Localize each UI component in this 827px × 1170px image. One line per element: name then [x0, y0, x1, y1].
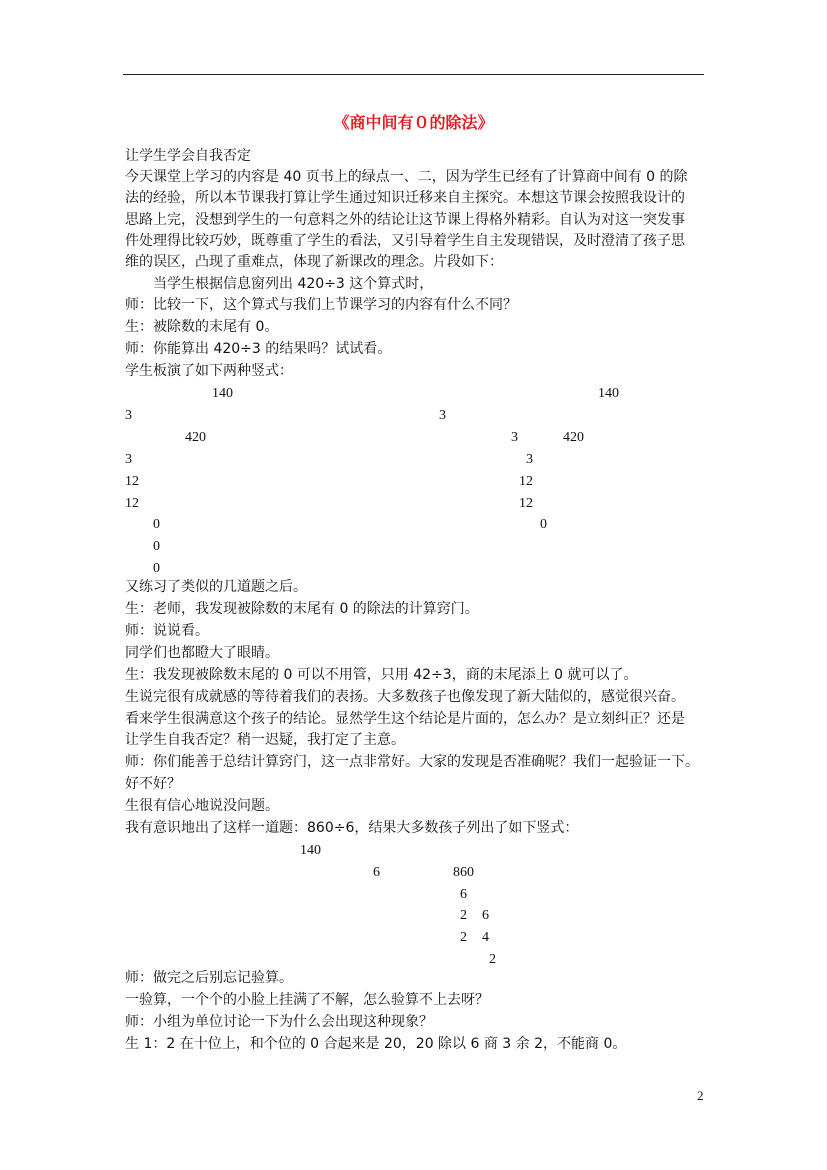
- division-divisor: 6: [373, 865, 380, 880]
- division-divisor: 3: [439, 408, 446, 423]
- division-dividend: 420: [185, 430, 206, 445]
- division-step: 12: [125, 474, 139, 489]
- division-step: 12: [519, 496, 533, 511]
- division-divisor: 3: [125, 408, 132, 423]
- division-step: 4: [482, 930, 489, 945]
- dialog-line: 看来学生很满意这个孩子的结论。显然学生这个结论是片面的，怎么办？是立刻纠正？还是: [125, 711, 685, 727]
- division-step: 6: [482, 908, 489, 923]
- dialog-line: 好不好？: [125, 776, 181, 792]
- division-divisor: 3: [511, 430, 518, 445]
- division-step: 2: [460, 930, 467, 945]
- division-dividend: 420: [563, 430, 584, 445]
- dialog-line: 生：被除数的末尾有 0。: [125, 319, 279, 335]
- division-step: 12: [519, 474, 533, 489]
- dialog-line: 师：你们能善于总结计算窍门，这一点非常好。大家的发现是否准确呢？我们一起验证一下。: [125, 754, 699, 770]
- division-step: 6: [460, 887, 467, 902]
- page-title: 《商中间有０的除法》: [333, 113, 494, 132]
- division-step: 0: [153, 517, 160, 532]
- paragraph-line: 今天课堂上学习的内容是 40 页书上的绿点一、二，因为学生已经有了计算商中间有 0 的除: [125, 169, 688, 185]
- dialog-line: 生很有信心地说没问题。: [125, 798, 279, 814]
- division-step: 12: [125, 496, 139, 511]
- paragraph-line: 件处理得比较巧妙，既尊重了学生的看法，又引导着学生自主发现错误，及时澄清了孩子思: [125, 233, 685, 249]
- dialog-line: 生 1：2 在十位上，和个位的 0 合起来是 20，20 除以 6 商 3 余 2，不能商 0。: [125, 1036, 627, 1052]
- dialog-line: 让学生自我否定？稍一迟疑，我打定了主意。: [125, 732, 405, 748]
- header-rule: [123, 74, 704, 75]
- paragraph-line: 当学生根据信息窗列出 420÷3 这个算式时，: [153, 276, 434, 292]
- paragraph-line: 思路上完，没想到学生的一句意料之外的结论让这节课上得格外精彩。自认为对这一突发事: [125, 212, 685, 228]
- dialog-line: 又练习了类似的几道题之后。: [125, 579, 307, 595]
- dialog-line: 一验算，一个个的小脸上挂满了不解，怎么验算不上去呀？: [125, 992, 489, 1008]
- dialog-line: 生：老师，我发现被除数的末尾有 0 的除法的计算窍门。: [125, 601, 479, 617]
- division-step: 0: [540, 517, 547, 532]
- section-heading: 让学生学会自我否定: [125, 148, 251, 164]
- division-step: 3: [526, 452, 533, 467]
- division-step: 0: [153, 561, 160, 576]
- paragraph-line: 维的误区，凸现了重难点，体现了新课改的理念。片段如下：: [125, 254, 503, 270]
- dialog-line: 生说完很有成就感的等待着我们的表扬。大多数孩子也像发现了新大陆似的，感觉很兴奋。: [125, 689, 685, 705]
- dialog-line: 学生板演了如下两种竖式：: [125, 363, 293, 379]
- dialog-line: 师：做完之后别忘记验算。: [125, 970, 293, 986]
- dialog-line: 生：我发现被除数末尾的 0 可以不用管，只用 42÷3，商的末尾添上 0 就可以了。: [125, 667, 638, 683]
- dialog-line: 我有意识地出了这样一道题：860÷6，结果大多数孩子列出了如下竖式：: [125, 820, 579, 836]
- dialog-line: 师：你能算出 420÷3 的结果吗？试试看。: [125, 341, 392, 357]
- division-step: 3: [125, 452, 132, 467]
- dialog-line: 师：比较一下，这个算式与我们上节课学习的内容有什么不同？: [125, 297, 517, 313]
- page-number: 2: [697, 1088, 704, 1103]
- dialog-line: 师：小组为单位讨论一下为什么会出现这种现象？: [125, 1014, 433, 1030]
- division-quotient: 140: [212, 386, 233, 401]
- division-step: 0: [153, 539, 160, 554]
- division-step: 2: [460, 908, 467, 923]
- dialog-line: 同学们也都瞪大了眼睛。: [125, 645, 279, 661]
- paragraph-line: 法的经验，所以本节课我打算让学生通过知识迁移来自主探究。本想这节课会按照我设计的: [125, 190, 685, 206]
- dialog-line: 师：说说看。: [125, 623, 209, 639]
- division-step: 2: [489, 952, 496, 967]
- division-quotient: 140: [300, 843, 321, 858]
- division-dividend: 860: [453, 865, 474, 880]
- division-quotient: 140: [598, 386, 619, 401]
